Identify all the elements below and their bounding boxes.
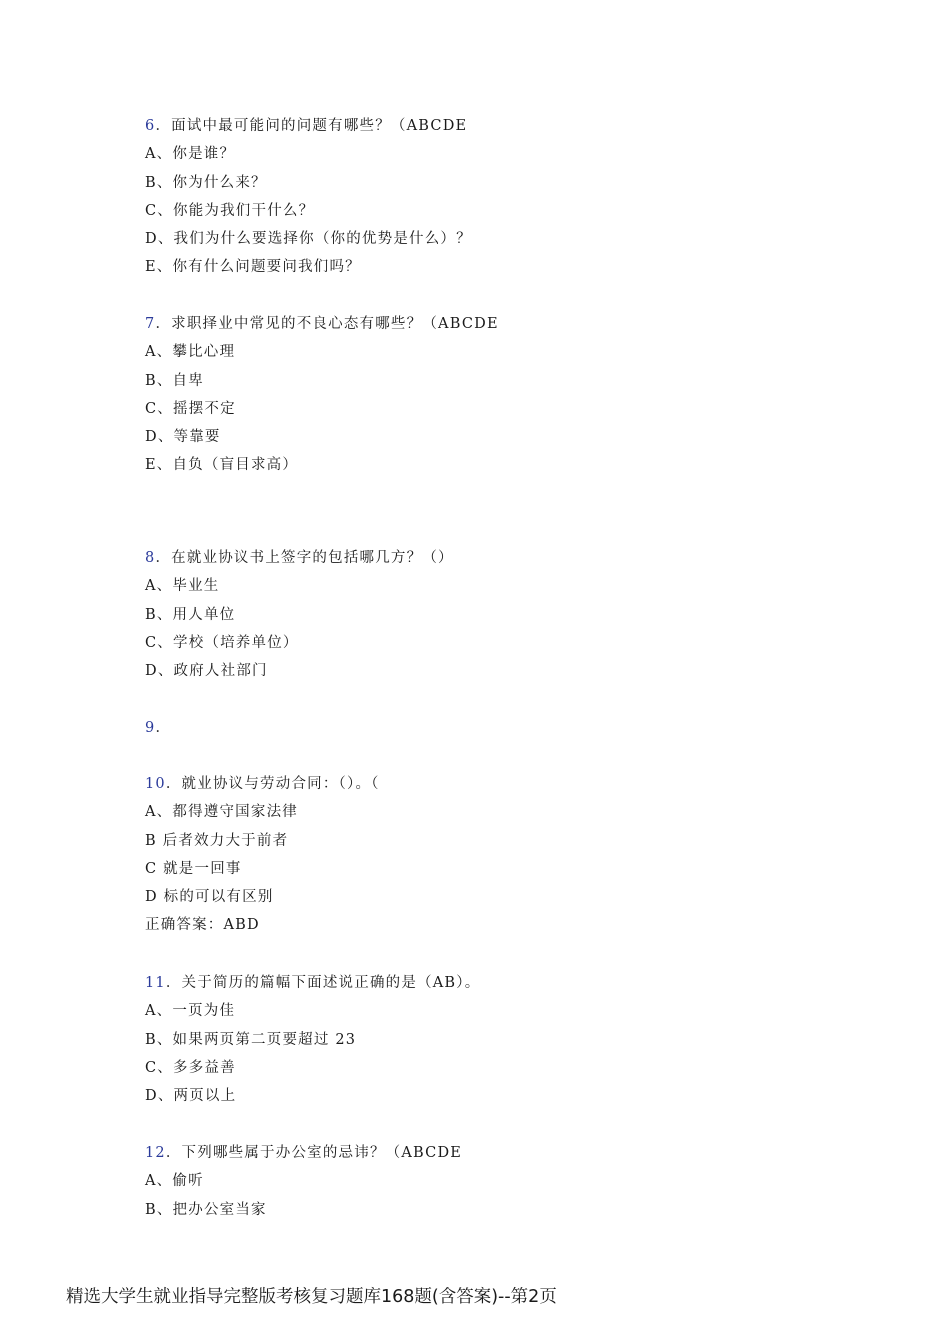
question-12	[145, 1139, 845, 1224]
option-b: B、你为什么来？	[145, 174, 267, 191]
question-text: ．求职择业中常见的不良心态有哪些？（ABCDE	[155, 316, 499, 332]
question-number: 8	[145, 550, 156, 566]
question-9	[145, 714, 845, 742]
option-a: A、都得遵守国家法律	[145, 804, 298, 821]
question-stem	[145, 112, 845, 140]
question-text: ．	[155, 720, 172, 736]
question-number: 6	[145, 118, 156, 134]
question-6	[145, 112, 845, 282]
option-c: C、学校（培养单位）	[145, 634, 299, 651]
option-c: C 就是一回事	[145, 860, 242, 877]
question-stem	[145, 969, 845, 997]
option-d: D、两页以上	[145, 1088, 237, 1105]
option-d: D 标的可以有区别	[145, 889, 274, 906]
question-number: 12	[145, 1145, 166, 1161]
question-text: ．在就业协议书上签字的包括哪几方？（）	[155, 550, 454, 566]
option-e: E、你有什么问题要问我们吗？	[145, 259, 361, 276]
option-d: D、等靠要	[145, 429, 221, 446]
option-d: D、政府人社部门	[145, 663, 268, 680]
option-b: B、如果两页第二页要超过 23	[145, 1031, 357, 1048]
question-stem	[145, 770, 845, 798]
option-a: A、偷听	[145, 1173, 204, 1190]
question-text: ．下列哪些属于办公室的忌讳？（ABCDE	[165, 1145, 463, 1161]
option-b: B 后者效力大于前者	[145, 832, 289, 849]
question-text: ．面试中最可能问的问题有哪些？（ABCDE	[155, 118, 468, 134]
question-stem	[145, 1139, 845, 1167]
correct-answer: 正确答案：ABD	[145, 917, 260, 934]
option-d: D、我们为什么要选择你（你的优势是什么）？	[145, 231, 472, 248]
option-e: E、自负（盲目求高）	[145, 457, 299, 474]
question-11	[145, 969, 845, 1110]
option-a: A、你是谁？	[145, 146, 236, 163]
option-b: B、把办公室当家	[145, 1201, 267, 1218]
question-number: 7	[145, 316, 156, 332]
question-number: 9	[145, 720, 156, 736]
question-stem	[145, 714, 845, 742]
question-text: ．关于简历的篇幅下面述说正确的是（AB）。	[165, 975, 481, 991]
question-stem	[145, 544, 845, 572]
option-a: A、一页为佳	[145, 1003, 236, 1020]
option-b: B、自卑	[145, 372, 204, 389]
option-c: C、摇摆不定	[145, 400, 236, 417]
question-7	[145, 310, 845, 480]
question-10	[145, 770, 845, 940]
question-stem	[145, 310, 845, 338]
option-a: A、毕业生	[145, 578, 220, 595]
option-b: B、用人单位	[145, 606, 236, 623]
option-c: C、你能为我们干什么？	[145, 202, 315, 219]
question-number: 11	[145, 975, 166, 991]
page-footer: 精选大学生就业指导完整版考核复习题库168题(含答案)--第2页	[66, 1287, 557, 1307]
question-text: ．就业协议与劳动合同：（）。（	[165, 776, 380, 792]
option-c: C、多多益善	[145, 1059, 236, 1076]
question-8	[145, 544, 845, 685]
option-a: A、攀比心理	[145, 344, 236, 361]
question-number: 10	[145, 776, 166, 792]
